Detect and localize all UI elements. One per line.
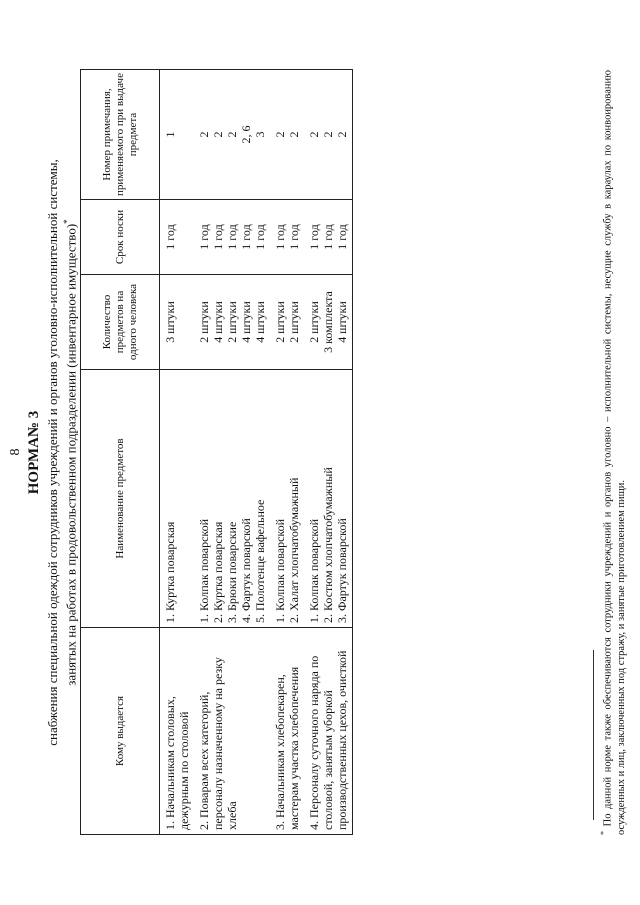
note-cell [160, 70, 195, 200]
cell-line: 2. Халат хлопчатобумажный [287, 477, 301, 623]
page-number: 8 [8, 448, 23, 456]
note-cell [270, 70, 304, 200]
cell-line: 2 штуки [307, 301, 321, 343]
term-cell [160, 200, 195, 275]
cell-line: 1 год [211, 224, 225, 250]
cell-line: 2. Куртка поварская [211, 521, 225, 623]
cell-line: 4 штуки [239, 301, 253, 343]
cell-line: 2 [307, 131, 321, 138]
recipient-cell [194, 628, 270, 835]
recipient-cell [270, 628, 304, 835]
cell-line: 3. Начальникам хлебопекарен, [273, 674, 287, 830]
cell-line: производственных цехов, очисткой [335, 650, 349, 830]
subtitle-line-2 [62, 0, 79, 905]
cell-line: дежурным по столовой [177, 711, 191, 830]
cell-line: 4 штуки [335, 301, 349, 343]
cell-line: 4. Персоналу суточного наряда по [307, 655, 321, 830]
cell-line: 3. Фартук поварской [335, 518, 349, 623]
cell-line: 2 [225, 131, 239, 138]
page-title: НОРМА№ 3 [26, 410, 42, 495]
items-cell [194, 370, 270, 628]
cell-line: 3 комплекта [321, 291, 335, 353]
cell-line: 4 штуки [253, 301, 267, 343]
recipient-cell [304, 628, 353, 835]
cell-line: 4. Фартук поварской [239, 518, 253, 623]
cell-line: столовой, занятым уборкой [321, 690, 335, 830]
table-header-row [81, 70, 160, 835]
recipient-cell [160, 628, 195, 835]
cell-line: 1 [163, 131, 177, 138]
items-cell [304, 370, 353, 628]
footnote [597, 70, 628, 835]
cell-line: 2 штуки [197, 301, 211, 343]
quantity-cell [270, 275, 304, 370]
norm-table [80, 69, 353, 835]
table-row [160, 70, 195, 835]
cell-line: 1 год [273, 224, 287, 250]
cell-line: 2 [335, 131, 349, 138]
table-row [194, 70, 270, 835]
items-cell [270, 370, 304, 628]
cell-line: 3 [253, 131, 267, 138]
cell-line: мастерам участка хлебопечения [287, 666, 301, 830]
quantity-cell [160, 275, 195, 370]
cell-line: 2 штуки [225, 301, 239, 343]
cell-line: 1 год [287, 224, 301, 250]
header-note: Номер примечания, применяемого при выдаче предмета [81, 70, 160, 200]
cell-line: 1 год [335, 224, 349, 250]
note-cell [194, 70, 270, 200]
cell-line: 2 штуки [273, 301, 287, 343]
items-cell [160, 370, 195, 628]
cell-line: 2 [211, 131, 225, 138]
header-term: Срок носки [81, 200, 160, 275]
cell-line: 1 год [163, 224, 177, 250]
footnote-divider [593, 650, 594, 820]
cell-line: 1 год [307, 224, 321, 250]
cell-line: 1 год [321, 224, 335, 250]
cell-line: 2 [273, 131, 287, 138]
header-recipient: Кому выдается [81, 628, 160, 835]
term-cell [270, 200, 304, 275]
cell-line: 1. Начальникам столовых, [163, 696, 177, 830]
cell-line: 3. Брюки поварские [225, 521, 239, 623]
note-cell [304, 70, 353, 200]
cell-line: 2 [321, 131, 335, 138]
table-row [270, 70, 304, 835]
cell-line: персоналу назначенному на резку [211, 657, 225, 830]
cell-line: 1 год [253, 224, 267, 250]
cell-line: 1. Колпак поварской [273, 518, 287, 623]
quantity-cell [194, 275, 270, 370]
cell-line: хлеба [225, 801, 239, 830]
cell-line: 2. Поварам всех категорий, [197, 691, 211, 830]
footnote-text: По данной норме также обеспечиваются сотрудники учреждений и органов уголовно – исполнительной системы, несущие службу в караулах по конвоированию осужденных и лиц, заключенных под стражу, и занятые приготовлением пищи. [602, 70, 627, 835]
footnote-reference: * [62, 219, 72, 224]
subtitle-line-2-text: занятых на работах в продовольственном подразделении (инвентарное имущество) [63, 223, 79, 686]
cell-line: 1 год [225, 224, 239, 250]
cell-line: 2 штуки [287, 301, 301, 343]
cell-line: 1 год [239, 224, 253, 250]
cell-line: 2 [197, 131, 211, 138]
cell-line: 1. Колпак поварской [197, 518, 211, 623]
cell-line: 1. Колпак поварской [307, 518, 321, 623]
cell-line: 1. Куртка поварская [163, 521, 177, 623]
cell-line: 5. Полотенце вафельное [253, 499, 267, 623]
table-row [304, 70, 353, 835]
cell-line: 1 год [197, 224, 211, 250]
header-quantity: Количество предметов на одного человека [81, 275, 160, 370]
cell-line: 3 штуки [163, 301, 177, 343]
quantity-cell [304, 275, 353, 370]
cell-line: 2 [287, 131, 301, 138]
header-items: Наименование предметов [81, 370, 160, 628]
subtitle-line-1: снабжения специальной одеждой сотрудников учреждений и органов уголовно-исполнительной системы, [45, 159, 60, 746]
term-cell [194, 200, 270, 275]
cell-line: 2, 6 [239, 125, 253, 144]
table-body [160, 70, 353, 835]
footnote-marker: * [599, 831, 608, 835]
cell-line: 2. Костюм хлопчатобумажный [321, 467, 335, 623]
term-cell [304, 200, 353, 275]
cell-line: 4 штуки [211, 301, 225, 343]
